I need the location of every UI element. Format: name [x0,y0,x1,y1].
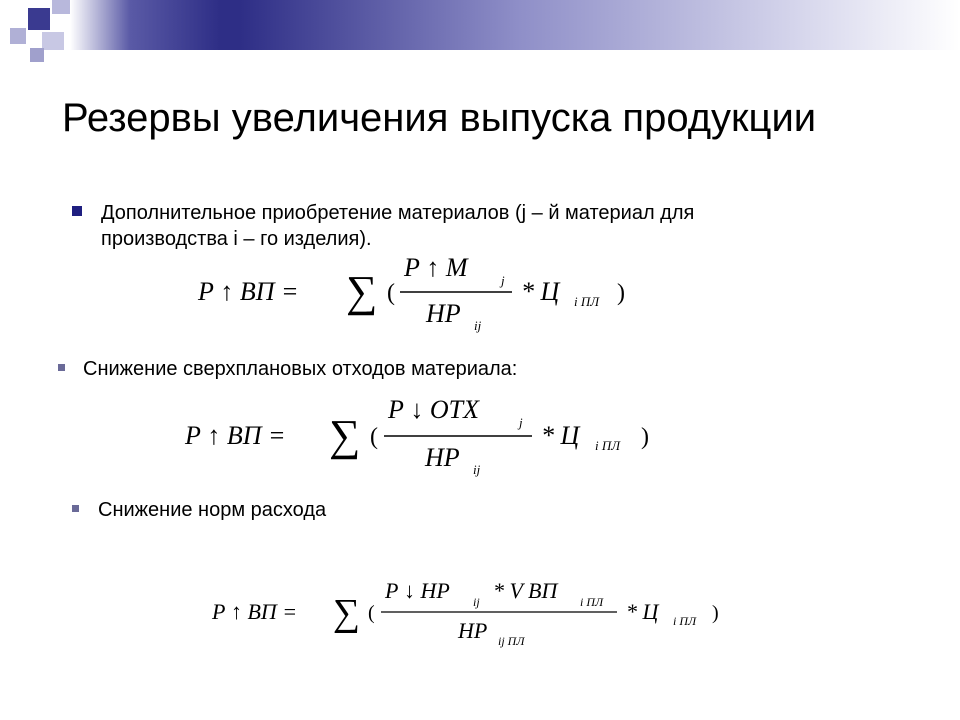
formula-1-open: ( [387,280,395,306]
formula-3-den: НР [458,618,488,643]
formula-2-close: ) [641,424,649,450]
formula-3-num-b-sub: i ПЛ [580,595,604,609]
formula-1-mul-sub: i ПЛ [574,294,600,309]
bullet-2-text: Снижение сверхплановых отходов материала: [83,358,518,380]
formula-2-open: ( [370,424,378,450]
formula-3-open: ( [368,602,375,624]
formula-2-mul-sub: i ПЛ [595,438,621,453]
formula-2-lhs: Р ↑ ВП = [185,421,286,450]
bullet-1-line-2: производства i – го изделия). [101,228,372,250]
formula-2-den-sub: ij [473,462,481,477]
formula-2-sum: ∑ [329,411,361,460]
formula-3-sum: ∑ [333,592,361,634]
formula-1-num-sub: j [501,273,505,288]
formula-1-mul: * Ц [521,277,560,306]
formula-3-lhs: Р ↑ ВП = [212,599,298,624]
formula-3-num-a-sub: ij [473,595,480,609]
formula-3-close: ) [712,602,719,624]
formula-1-sum: ∑ [346,267,378,316]
formula-1-den-sub: ij [474,318,482,333]
formula-3-num-a: Р ↓ НР [385,578,450,603]
formula-2-den: НР [425,443,460,472]
formula-1-den: НР [426,299,461,328]
slide-title: Резервы увеличения выпуска продукции [62,96,817,140]
bullet-3-text: Снижение норм расхода [98,499,327,521]
formula-2-num: Р ↓ ОТХ [388,395,479,424]
formula-2-num-sub: j [519,415,523,430]
formula-2-mul: * Ц [541,421,580,450]
bullet-1-line-1: Дополнительное приобретение материалов (j – й материал для [101,202,695,224]
formula-1-close: ) [617,280,625,306]
formula-1-num: Р ↑ М [404,253,468,282]
formula-3-num-b: * V ВП [493,578,558,603]
formula-1-lhs: Р ↑ ВП = [198,277,299,306]
formula-3-mul-sub: i ПЛ [673,614,697,628]
formula-3-mul: * Ц [626,599,659,624]
formula-3-den-sub: ij ПЛ [498,634,525,648]
